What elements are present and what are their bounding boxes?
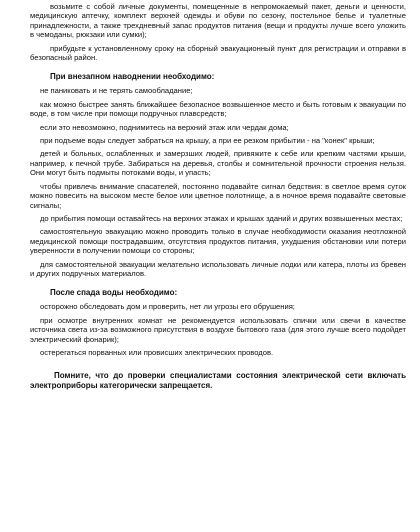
- instruction-item: осторожно обследовать дом и проверить, нет ли угрозы его обрушения;: [40, 302, 295, 312]
- instruction-item: остерегаться порванных или провисших электрических проводов.: [40, 347, 274, 357]
- instruction-item: как можно быстрее занять ближайшее безопасное возвышенное место и быть готовым к эвакуации по воде, в том числе при помощи подручных плавсредств;: [30, 99, 406, 119]
- instruction-item: детей и больных, ослабленных и замерзших людей, привяжите к себе или крепким частями крыши, например, к печной трубе. Забираться на деревья, столбы и сомнительной прочности строения нельзя. Они могут быть подмыты потоками воды, и упасть;: [30, 149, 406, 178]
- intro-paragraph: возьмите с собой личные документы, помещенные в непромокаемый пакет, деньги и ценности, медицинскую аптечку, комплект верхней одежды и обуви по сезону, постельное белье и туалетные принадлежности, а также трехдневный запас продуктов питания (вещи и продукты лучше всего уложить в чемоданы, рюкзаки или сумки);: [30, 2, 406, 40]
- section-heading-sudden-flood: При внезапном наводнении необходимо:: [50, 72, 215, 82]
- intro-paragraph: прибудьте к установленному сроку на сборный эвакуационный пункт для регистрации и отправки в безопасный район.: [30, 43, 406, 63]
- instruction-item: до прибытия помощи оставайтесь на верхних этажах и крышах зданий и других возвышенных местах;: [40, 213, 403, 223]
- instruction-item: чтобы привлечь внимание спасателей, постоянно подавайте сигнал бедствия: в светлое время суток можно повесить на высоком месте белое или цветное полотнище, а в ночное время подавайте световые сигналы;: [30, 181, 406, 210]
- instruction-item: не паниковать и не терять самообладание;: [40, 86, 193, 96]
- section-heading-after-flood: После спада воды необходимо:: [50, 288, 178, 298]
- instruction-item: при подъеме воды следует забраться на крышу, а при ее резком прибытии - на "конек" крыши;: [40, 136, 375, 146]
- instruction-item: для самостоятельной эвакуации желательно использовать личные лодки или катера, плоты из бревен и других подручных материалов.: [30, 259, 406, 278]
- instruction-item: если это невозможно, поднимитесь на верхний этаж или чердак дома;: [40, 122, 289, 132]
- instruction-item: при осмотре внутренних комнат не рекомендуется использовать спички или свечи в качестве источника света из-за возможного присутствия в воздухе бытового газа (для этого лучше всего подойдет электрический фонарик);: [30, 315, 406, 344]
- instruction-item: самостоятельную эвакуацию можно проводить только в случае необходимости оказания неотложной медицинской помощи пострадавшим, отсутствия продуктов питания, ухудшения обстановки или потери уверенности в получении помощи со стороны;: [30, 227, 406, 256]
- warning-note: Помните, что до проверки специалистами состояния электрической сети включать электроприборы категорически запрещается.: [30, 371, 406, 391]
